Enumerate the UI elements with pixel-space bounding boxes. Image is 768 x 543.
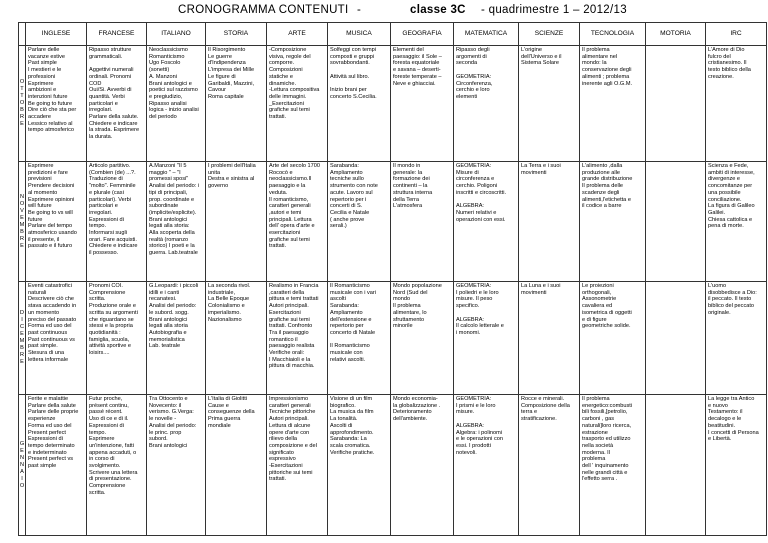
- schedule-table: [18, 22, 767, 536]
- cell-text: Mondo popolazione Nord (Sud del mondo Il problema alimentare, lo sfruttamento minorile: [393, 283, 442, 330]
- month-letter: V: [20, 207, 24, 214]
- cell-text: Il problema alimentare nel mondo: la conservazione degli alimenti ; problema inerente agli O.G.M.: [582, 47, 633, 87]
- month-letter: N: [19, 193, 25, 200]
- cell-musica: [328, 282, 391, 395]
- cell-text: Impressionismo caratteri generali Tecniche pittoriche Autori principali. Lettura di alcune opere d'arte con rilievo della composizione e del significato espressivo -Esercitazioni pittoriche sui temi trattati.: [269, 396, 317, 483]
- cell-text: GEOMETRIA: I prismi e le loro misure. ALGEBRA: Algebra: i polinomi e le operazioni con essi. I prodotti notevoli.: [456, 396, 503, 456]
- cell-italiano: [147, 162, 206, 282]
- cell-matematica: [454, 282, 519, 395]
- cell-matematica: [454, 162, 519, 282]
- table-row-gennaio: [19, 395, 767, 536]
- month-letter: N: [19, 454, 25, 461]
- cell-text: I problemi dell'Italia unita Destra e sinistra al governo: [208, 163, 256, 190]
- cell-text: Mondo economia- la globalizzazione . Deterioramento dell'ambiente.: [393, 396, 441, 423]
- cell-text: Elementi del paesaggio: il Sole – foresta equatoriale e savana – deserti- foreste temperate – Neve e ghiacciai.: [393, 47, 442, 87]
- cell-text: Visione di un film biografico. La musica da film La tonalità. Ascolti di approfondimento. Sarabanda: La scala cromatica. Verifiche pratiche.: [330, 396, 375, 456]
- month-letter: T: [20, 93, 24, 99]
- header-arte: ARTE: [267, 23, 328, 46]
- cell-scienze: [519, 282, 580, 395]
- header-month: [19, 23, 26, 46]
- month-letter: A: [20, 468, 24, 475]
- cell-francese: [87, 395, 147, 536]
- cell-storia: [206, 162, 267, 282]
- title-separator: -: [357, 4, 362, 16]
- cell-geografia: [391, 282, 454, 395]
- cell-arte: [267, 46, 328, 162]
- cell-text: Ripasso degli argomenti di seconda GEOMETRIA: Circonferenza, cerchio e loro elementi: [456, 47, 493, 100]
- cell-text: Il Romanticismo musicale con i vari ascolti Sarabanda: Ampliamento dell'estensione e repertorio per concerto di Natale Il Romanticismo musicale con relativi ascolti.: [330, 283, 377, 363]
- month-letter: E: [20, 121, 24, 127]
- cell-geografia: [391, 395, 454, 536]
- cell-text: Futur proche, présent continu, passé récent. Uso di ce e di il. Espressioni di tempo. Esprimere un'intenzione, fatti appena accaduti, o in corso di svolgimento. Scrivere una lettera di presentazione. Comprensione scritta.: [89, 396, 138, 496]
- month-letter: R: [19, 114, 25, 120]
- cell-musica: [328, 46, 391, 162]
- header-italiano: ITALIANO: [147, 23, 206, 46]
- cell-text: La legge tra Antico e nuovo Testamento: il decalogo e le beatitudini. I concetti di Persona e Libertà.: [708, 396, 759, 443]
- month-letter: M: [19, 221, 25, 228]
- month-letter: E: [20, 214, 24, 221]
- cell-text: L'uomo disobbedisce a Dio: il peccato. Il testo biblico del peccato originale.: [708, 283, 757, 316]
- cell-francese: [87, 162, 147, 282]
- cell-text: GEOMETRIA: I poliedri e le loro misure. Il peso specifico. ALGEBRA: Il calcolo letterale e i monomi.: [456, 283, 504, 336]
- cell-inglese: [26, 395, 87, 536]
- table-row-dicembre: [19, 282, 767, 395]
- cell-text: La Luna e i suoi movimenti: [521, 283, 561, 296]
- cell-text: Esprimere predizioni e fare previsioni Prendere decisioni al momento Esprimere opinioni will future Be going to vs will future Parlare del tempo atmosferico usando il presente, il passato e il futuro: [28, 163, 77, 250]
- month-letter: N: [19, 461, 25, 468]
- cell-inglese: [26, 162, 87, 282]
- month-label-ottobre: [19, 46, 26, 162]
- cell-text: Tra Ottocento e Novecento: il verismo. G.Verga: le novelle - Analisi del periodo: le princ. prop subord. Brani antologici: [149, 396, 197, 449]
- month-letter: E: [20, 359, 24, 365]
- cell-musica: [328, 162, 391, 282]
- cell-text: Articolo partitivo. (Combien (de) ...?. Traduzione di "molto". Femminile e plurale (casi particolari). Verbi particolari e irregolari. Espressioni di tempo. Informarsi sugli orari. Fare acquisti. Chiedere e indicare il possesso.: [89, 163, 138, 257]
- cell-text: Pronomi COI. Comprensione scritta. Produzione orale e scritta su argomenti che riguardano se stessi e la propria quotidianità : famiglia, scuola, attività sportive e loisirs....: [89, 283, 138, 357]
- cell-musica: [328, 395, 391, 536]
- cell-text: Il problema energetico:combusti bili fossili,[petrolio, carboni , gas naturali]loro ricerca, estrazione trasporto ed utilizzo nella società moderna. Il problema dell ' inquinamento nelle grandi città e l'effetto serra .: [582, 396, 633, 483]
- cell-italiano: [147, 282, 206, 395]
- month-letter: C: [19, 324, 25, 330]
- cell-text: Parlare delle vacanze estive Past simple I mestieri e le professioni Esprimere ambizioni e intenzioni future Be going to future Dire ciò che sta per accadere Lessico relativo al tempo atmosferico: [28, 47, 77, 134]
- cell-tecnologia: [580, 46, 646, 162]
- month-label-dicembre: [19, 282, 26, 395]
- cell-text: GEOMETRIA: Misure di circonferenza e cerchio. Poligoni inscritti e circoscritti. ALGEBRA: Numeri relativi e operazioni con essi.: [456, 163, 507, 223]
- month-letter: R: [19, 352, 25, 358]
- cell-italiano: [147, 46, 206, 162]
- cell-storia: [206, 46, 267, 162]
- header-musica: MUSICA: [328, 23, 391, 46]
- cell-text: L'origine dell'Universo e il Sistema Solare: [521, 47, 562, 67]
- month-letter: T: [20, 86, 24, 92]
- title-main: CRONOGRAMMA CONTENUTI: [178, 4, 349, 16]
- cell-text: Neoclassicismo Romanticismo Ugo Foscolo (sonetti) A. Manzoni Brani antologici e poetici sul razzismo e pregiudizio, Ripasso analisi logica - inizio analisi del periodo: [149, 47, 199, 121]
- cell-text: Arte del secolo 1700 Rococò e neoclassicismo.Il paesaggio e la veduta. Il romanticismo, caratteri generali ,autori e temi principali. Lettura dell' opera d'arte e esercitazioni grafiche sul temi trattati.: [269, 163, 320, 250]
- cell-francese: [87, 46, 147, 162]
- cell-text: L'Amore di Dio fulcro del cristianesimo. Il testo biblico della creazione.: [708, 47, 751, 80]
- month-letter: M: [19, 338, 25, 344]
- cell-text: Sarabanda: Ampliamento tecniche sullo strumento con note acute. Lavoro sul repertorio per i concerti di S. Cecilia e Natale ( anche prove serali.): [330, 163, 378, 230]
- cell-motoria: [646, 282, 706, 395]
- cell-scienze: [519, 46, 580, 162]
- month-letter: E: [20, 242, 24, 249]
- cell-text: Solfeggi con tempi composti e gruppi sovrabbondanti. Attività sul libro. Inizio brani per concerto S.Cecilia.: [330, 47, 377, 100]
- cell-text: -Composizione visiva, regole del comporre. Composizioni statiche e dinamiche. -Lettura compositiva delle immagini. _Esercitazioni grafiche sul temi trattati.: [269, 47, 320, 121]
- month-letter: E: [20, 447, 24, 454]
- header-geografia: GEOGRAFIA: [391, 23, 454, 46]
- cell-irc: [706, 162, 767, 282]
- cell-motoria: [646, 46, 706, 162]
- cell-text: La seconda rivol. industriale, La Belle Epoque Colonialismo e imperialismo. Nazionalismo: [208, 283, 251, 323]
- cell-arte: [267, 162, 328, 282]
- cell-tecnologia: [580, 162, 646, 282]
- cell-inglese: [26, 46, 87, 162]
- month-letter: D: [19, 310, 25, 316]
- month-letter: R: [19, 235, 25, 242]
- document-title: [0, 4, 768, 20]
- cell-text: La Terra e i suoi movimenti: [521, 163, 561, 176]
- cell-arte: [267, 395, 328, 536]
- cell-text: Ferite e malattie Parlare della salute Parlare delle proprie esperienze Forma ed uso del Present perfect Espressioni di tempo determinato e indeterminato Present perfect vs past simple: [28, 396, 79, 470]
- header-inglese: INGLESE: [26, 23, 87, 46]
- cell-motoria: [646, 395, 706, 536]
- header-motoria: MOTORIA: [646, 23, 706, 46]
- cell-scienze: [519, 162, 580, 282]
- month-letter: G: [19, 440, 25, 447]
- table-row-novembre: [19, 162, 767, 282]
- cell-text: Il mondo in generale: la formazione dei continenti – la struttura interna della Terra L'atmosfera: [393, 163, 433, 210]
- cell-tecnologia: [580, 395, 646, 536]
- cell-irc: [706, 282, 767, 395]
- cell-italiano: [147, 395, 206, 536]
- cell-francese: [87, 282, 147, 395]
- cell-text: Eventi catastrofici naturali Descrivere ciò che stava accadendo in un momento preciso del passato Forma ed uso del past continuous Past continuous vs past simple. Stesura di una lettera informale: [28, 283, 77, 363]
- cell-text: Rocce e minerali. Composizione della terra e stratificazione.: [521, 396, 570, 423]
- header-storia: STORIA: [206, 23, 267, 46]
- cell-text: Scienza e Fede, ambiti di interesse, divergenze e concomitanze per una possibile conciliazione. La figura di Galileo Galilei. Chiesa cattolica e pena di morte.: [708, 163, 755, 230]
- cell-irc: [706, 46, 767, 162]
- cell-text: L'alimento ,dalla produzione alle grande distribuzione Il problema delle scadenze degli alimenti,l'etichetta e il codice a barre: [582, 163, 633, 210]
- month-label-novembre: [19, 162, 26, 282]
- cell-text: Ripasso strutture grammaticali. Aggettivi numerali ordinali. Pronomi COD Oui/Si. Avverbi di quantità. Verbi particolari e irregolari. Parlare della salute. Chiedere e indicare la strada. Esprimere la durata.: [89, 47, 140, 141]
- cell-text: A.Manzoni "Il 5 maggio " – "I promessi sposi" Analisi del periodo: i tipi di principali, prop. coordinate e subordinate (implicite/esplicite). Brani antologici legati alla storia: Alla scoperta della realtà (romanzo storico) I poeti e la guerra. Lab.teatrale: [149, 163, 200, 257]
- cell-text: Il Risorgimento Le guerre d'Indipendenza L'impresa dei Mille Le figure di Garibaldi, Mazzini, Cavour Roma capitale: [208, 47, 255, 100]
- month-letter: I: [21, 475, 23, 482]
- cell-text: L'Italia di Giolitti Cause e conseguenze della Prima guerra mondiale: [208, 396, 255, 429]
- cell-scienze: [519, 395, 580, 536]
- month-letter: O: [19, 79, 25, 85]
- header-matematica: MATEMATICA: [454, 23, 519, 46]
- header-tecnologia: TECNOLOGIA: [580, 23, 646, 46]
- header-row: [19, 23, 767, 46]
- cell-inglese: [26, 282, 87, 395]
- month-letter: I: [21, 317, 23, 323]
- month-letter: B: [20, 107, 24, 113]
- cell-tecnologia: [580, 282, 646, 395]
- cell-matematica: [454, 395, 519, 536]
- header-scienze: SCIENZE: [519, 23, 580, 46]
- header-irc: IRC: [706, 23, 767, 46]
- cell-geografia: [391, 46, 454, 162]
- month-letter: B: [20, 345, 24, 351]
- table-row-ottobre: [19, 46, 767, 162]
- cell-text: Le proiezioni orthogonali, Assonometrie cavaliera ed isometrica di oggetti e di figure geometriche solide.: [582, 283, 632, 330]
- cell-matematica: [454, 46, 519, 162]
- cell-motoria: [646, 162, 706, 282]
- month-letter: O: [19, 200, 25, 207]
- month-letter: O: [19, 482, 25, 489]
- month-letter: E: [20, 331, 24, 337]
- month-letter: O: [19, 100, 25, 106]
- cell-irc: [706, 395, 767, 536]
- cell-geografia: [391, 162, 454, 282]
- header-francese: FRANCESE: [87, 23, 147, 46]
- cell-storia: [206, 282, 267, 395]
- cell-text: Realismo in Francia ,caratteri della pittura e temi trattati Autori principali. Esercitazioni grafiche sui temi trattati. Confronto Tra il paesaggio romantico il paesaggio realista Verifiche orali: I Macchiaioli e la pittura di macchia.: [269, 283, 319, 370]
- title-quadrimestre: - quadrimestre 1 – 2012/13: [481, 4, 627, 16]
- cell-arte: [267, 282, 328, 395]
- month-label-gennaio: [19, 395, 26, 536]
- cell-text: G.Leopardi: i piccoli idilli e i canti recanatesi. Analisi del periodo: le subord. sogg. Brani antologici legati alla storia Autobiografia e memorialistica Lab. teatrale: [149, 283, 199, 350]
- cell-storia: [206, 395, 267, 536]
- month-letter: B: [20, 228, 24, 235]
- title-class: classe 3C: [410, 4, 466, 16]
